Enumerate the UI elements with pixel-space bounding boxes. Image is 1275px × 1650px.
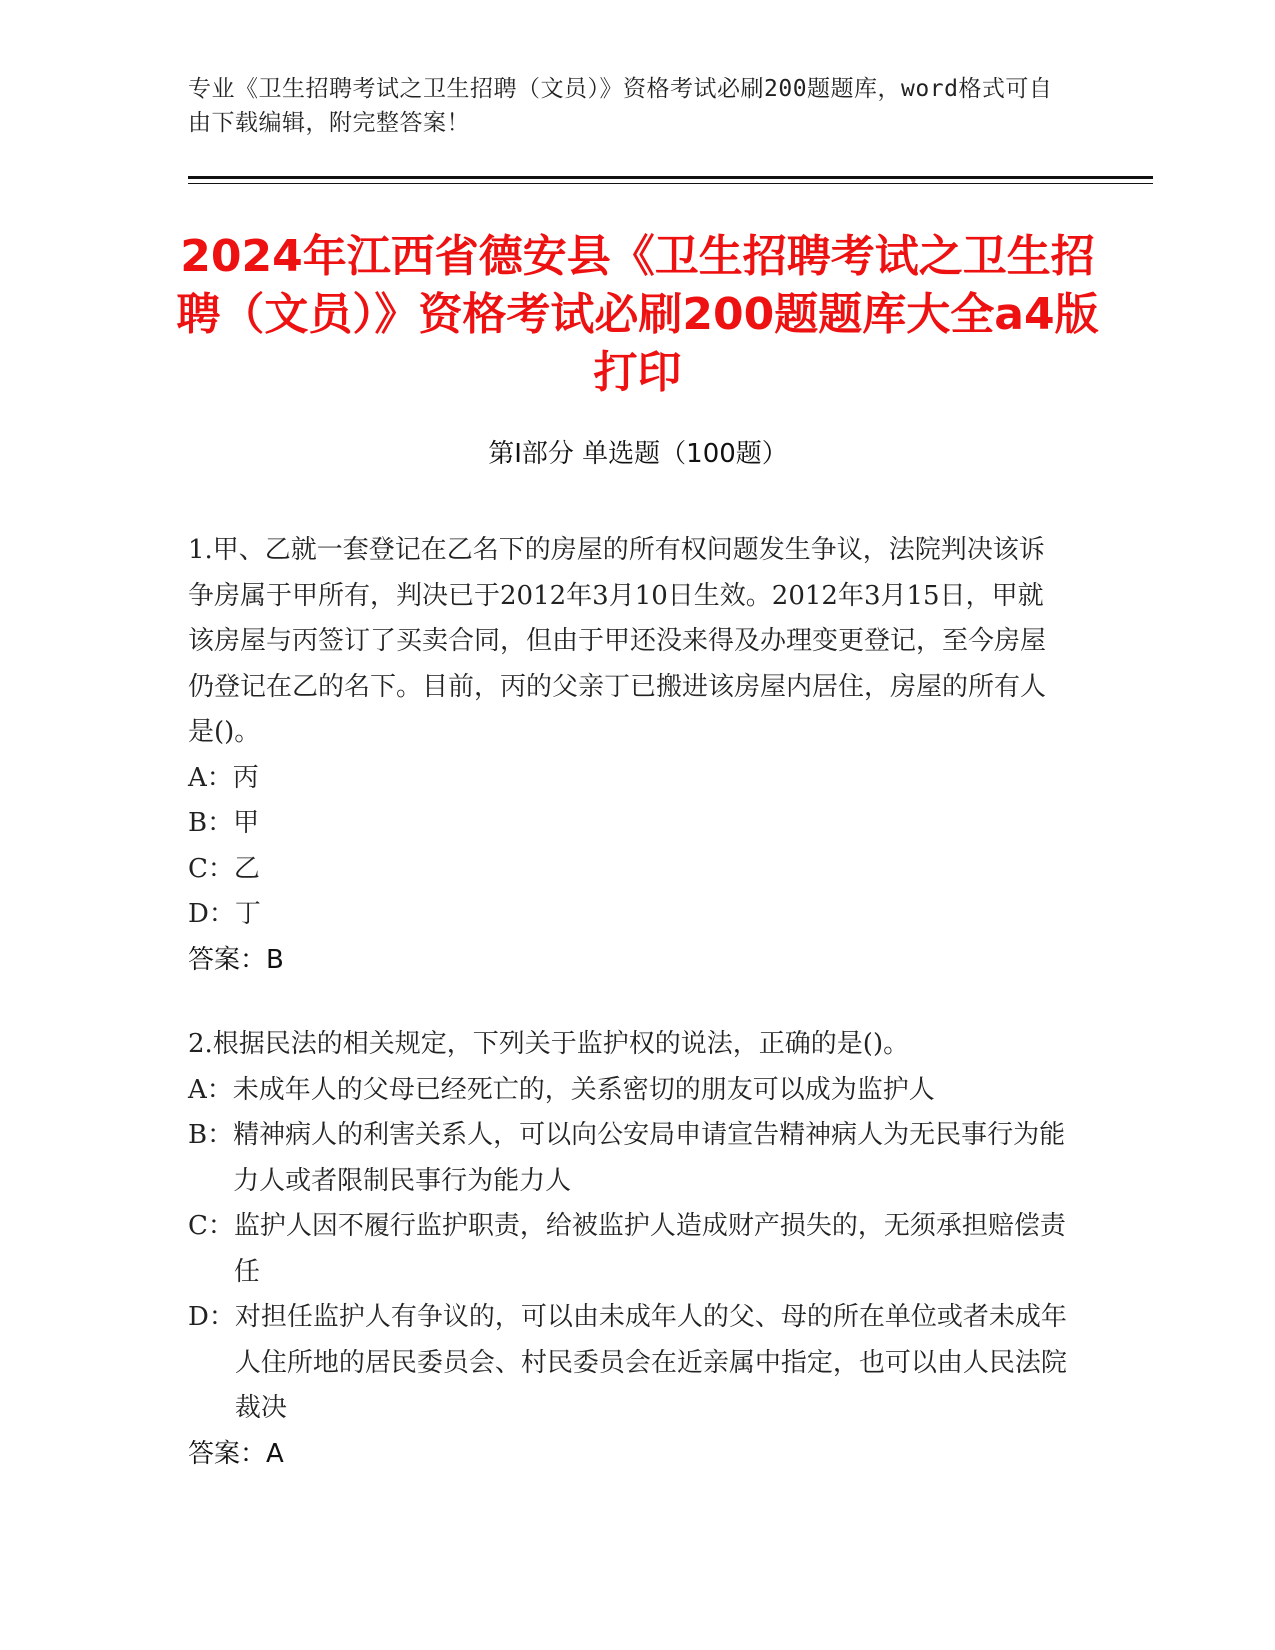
header-note: 专业《卫生招聘考试之卫生招聘（文员）》资格考试必刷200题题库，word格式可自由下载编辑，附完整答案！ xyxy=(188,76,1053,136)
option-d xyxy=(188,1295,1068,1432)
option-c xyxy=(188,1204,1068,1295)
option-a xyxy=(188,756,1068,802)
option-key: D： xyxy=(188,1302,235,1332)
option-a xyxy=(188,1068,1068,1114)
section-title: 第I部分 单选题（100题） xyxy=(488,439,788,469)
option-c xyxy=(188,847,1068,893)
option-key: C： xyxy=(188,1211,234,1241)
option-key: C： xyxy=(188,853,234,884)
question-2 xyxy=(188,1022,1068,1477)
question-stem: 2.根据民法的相关规定，下列关于监护权的说法，正确的是()。 xyxy=(188,1029,910,1059)
option-b xyxy=(188,801,1068,847)
option-key: B： xyxy=(188,808,234,838)
option-text: 监护人因不履行监护职责，给被监护人造成财产损失的，无须承担赔偿责任 xyxy=(233,1211,1066,1287)
option-text: 乙 xyxy=(233,853,260,884)
option-text: 丙 xyxy=(232,762,259,793)
option-text: 甲 xyxy=(233,808,260,838)
option-text: 未成年人的父母已经死亡的，关系密切的朋友可以成为监护人 xyxy=(232,1074,935,1105)
answer-line: 答案：B xyxy=(188,944,284,975)
header-rule-thick xyxy=(188,176,1153,179)
option-key: B： xyxy=(188,1120,234,1150)
question-1 xyxy=(188,528,1068,983)
option-d xyxy=(188,892,1068,938)
option-text: 对担任监护人有争议的，可以由未成年人的父、母的所在单位或者未成年人住所地的居民委员会、村民委员会在近亲属中指定，也可以由人民法院裁决 xyxy=(234,1302,1067,1423)
answer-line: 答案：A xyxy=(188,1438,284,1469)
option-text: 丁 xyxy=(234,899,261,929)
option-key: A： xyxy=(188,762,233,793)
question-stem: 1.甲、乙就一套登记在乙名下的房屋的所有权问题发生争议，法院判决该诉争房属于甲所有，判决已于2012年3月10日生效。2012年3月15日，甲就该房屋与丙签订了买卖合同，但由于甲还没来得及办理变更登记，至今房屋仍登记在乙的名下。目前，丙的父亲丁已搬进该房屋内居住，房屋的所有人是()。 xyxy=(188,535,1047,747)
option-key: A： xyxy=(188,1074,233,1105)
option-b xyxy=(188,1113,1068,1204)
option-key: D： xyxy=(188,899,235,929)
document-title: 2024年江西省德安县《卫生招聘考试之卫生招聘（文员）》资格考试必刷200题题库大全a4版打印 xyxy=(176,231,1099,398)
option-text: 精神病人的利害关系人，可以向公安局申请宣告精神病人为无民事行为能力人或者限制民事行为能力人 xyxy=(233,1120,1066,1196)
header-rule-thin xyxy=(188,183,1153,184)
